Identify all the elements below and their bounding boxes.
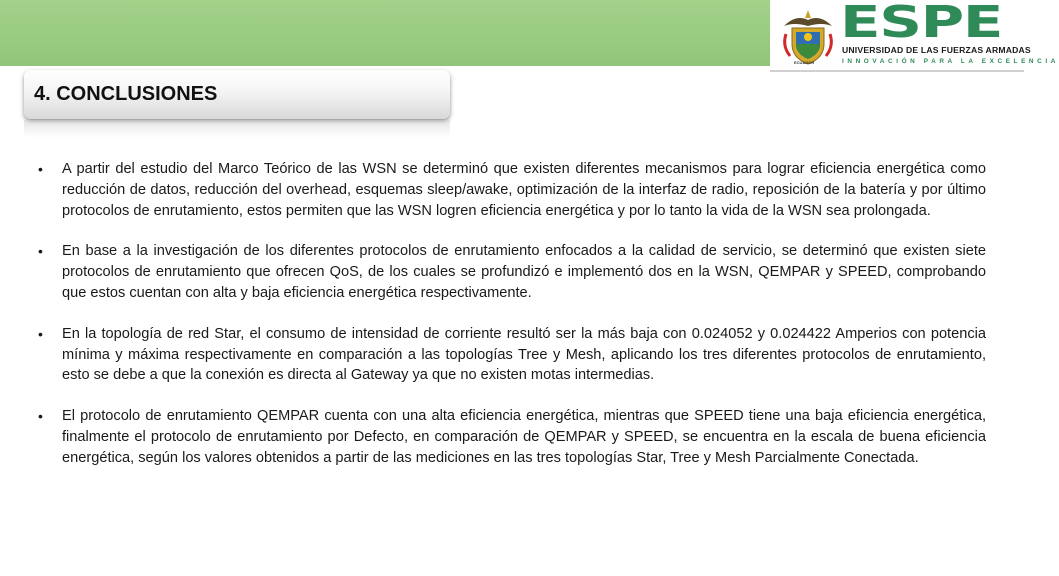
slide-title-box	[24, 70, 450, 119]
espe-logo	[770, 0, 1059, 72]
seal-caption: ECUADOR	[794, 60, 815, 65]
university-name: UNIVERSIDAD DE LAS FUERZAS ARMADAS	[842, 45, 1031, 55]
bullet-text: A partir del estudio del Marco Teórico de las WSN se determinó que existen diferentes mecanismos para lograr eficiencia energética como reducción de datos, reducción del overhead, esquemas sleep/awake, optimización de la interfaz de radio, reposición de la batería y por último protocolos de enrutamiento, estos permiten que las WSN logren eficiencia energética y por lo tanto la vida de la WSN sea prolongada.	[62, 161, 986, 219]
bullet-text: El protocolo de enrutamiento QEMPAR cuenta con una alta eficiencia energética, mientras que SPEED tiene una baja eficiencia energética, finalmente el protocolo de enrutamiento por Defecto, en comparación de QEMPAR y SPEED, se encuentra en la escala de buena eficiencia energética, según los valores obtenidos a partir de las mediciones en las tres topologías Star, Tree y Mesh Parcialmente Conectada.	[62, 408, 986, 466]
university-seal-icon	[778, 4, 838, 68]
slide-title: 4. CONCLUSIONES	[34, 83, 218, 105]
university-motto: INNOVACIÓN PARA LA EXCELENCIA	[842, 58, 1059, 65]
bullet-icon: •	[38, 408, 43, 425]
conclusions-list	[38, 159, 986, 489]
list-item	[38, 159, 986, 221]
list-item	[38, 324, 986, 386]
list-item	[38, 406, 986, 468]
list-item	[38, 241, 986, 303]
bullet-text: En base a la investigación de los diferentes protocolos de enrutamiento enfocados a la calidad de servicio, se determinó que existen siete protocolos de enrutamiento que ofrecen QoS, de los cuales se profundizó e implementó dos en la WSN, QEMPAR y SPEED, comprobando que estos cuentan con alta y baja eficiencia energética respectivamente.	[62, 243, 986, 301]
bullet-text: En la topología de red Star, el consumo de intensidad de corriente resultó ser la más baja con 0.024052 y 0.024422 Amperios con potencia mínima y máxima respectivamente en comparación a las topologías Tree y Mesh, aplicando los tres diferentes protocolos de enrutamiento, esto se debe a que la conexión es directa al Gateway ya que no existen motas intermedias.	[62, 325, 986, 384]
bullet-icon: •	[38, 243, 43, 260]
espe-wordmark: ESPE	[840, 0, 1003, 48]
bullet-icon: •	[38, 325, 43, 342]
bullet-icon: •	[38, 161, 43, 177]
title-reflection	[24, 120, 450, 138]
